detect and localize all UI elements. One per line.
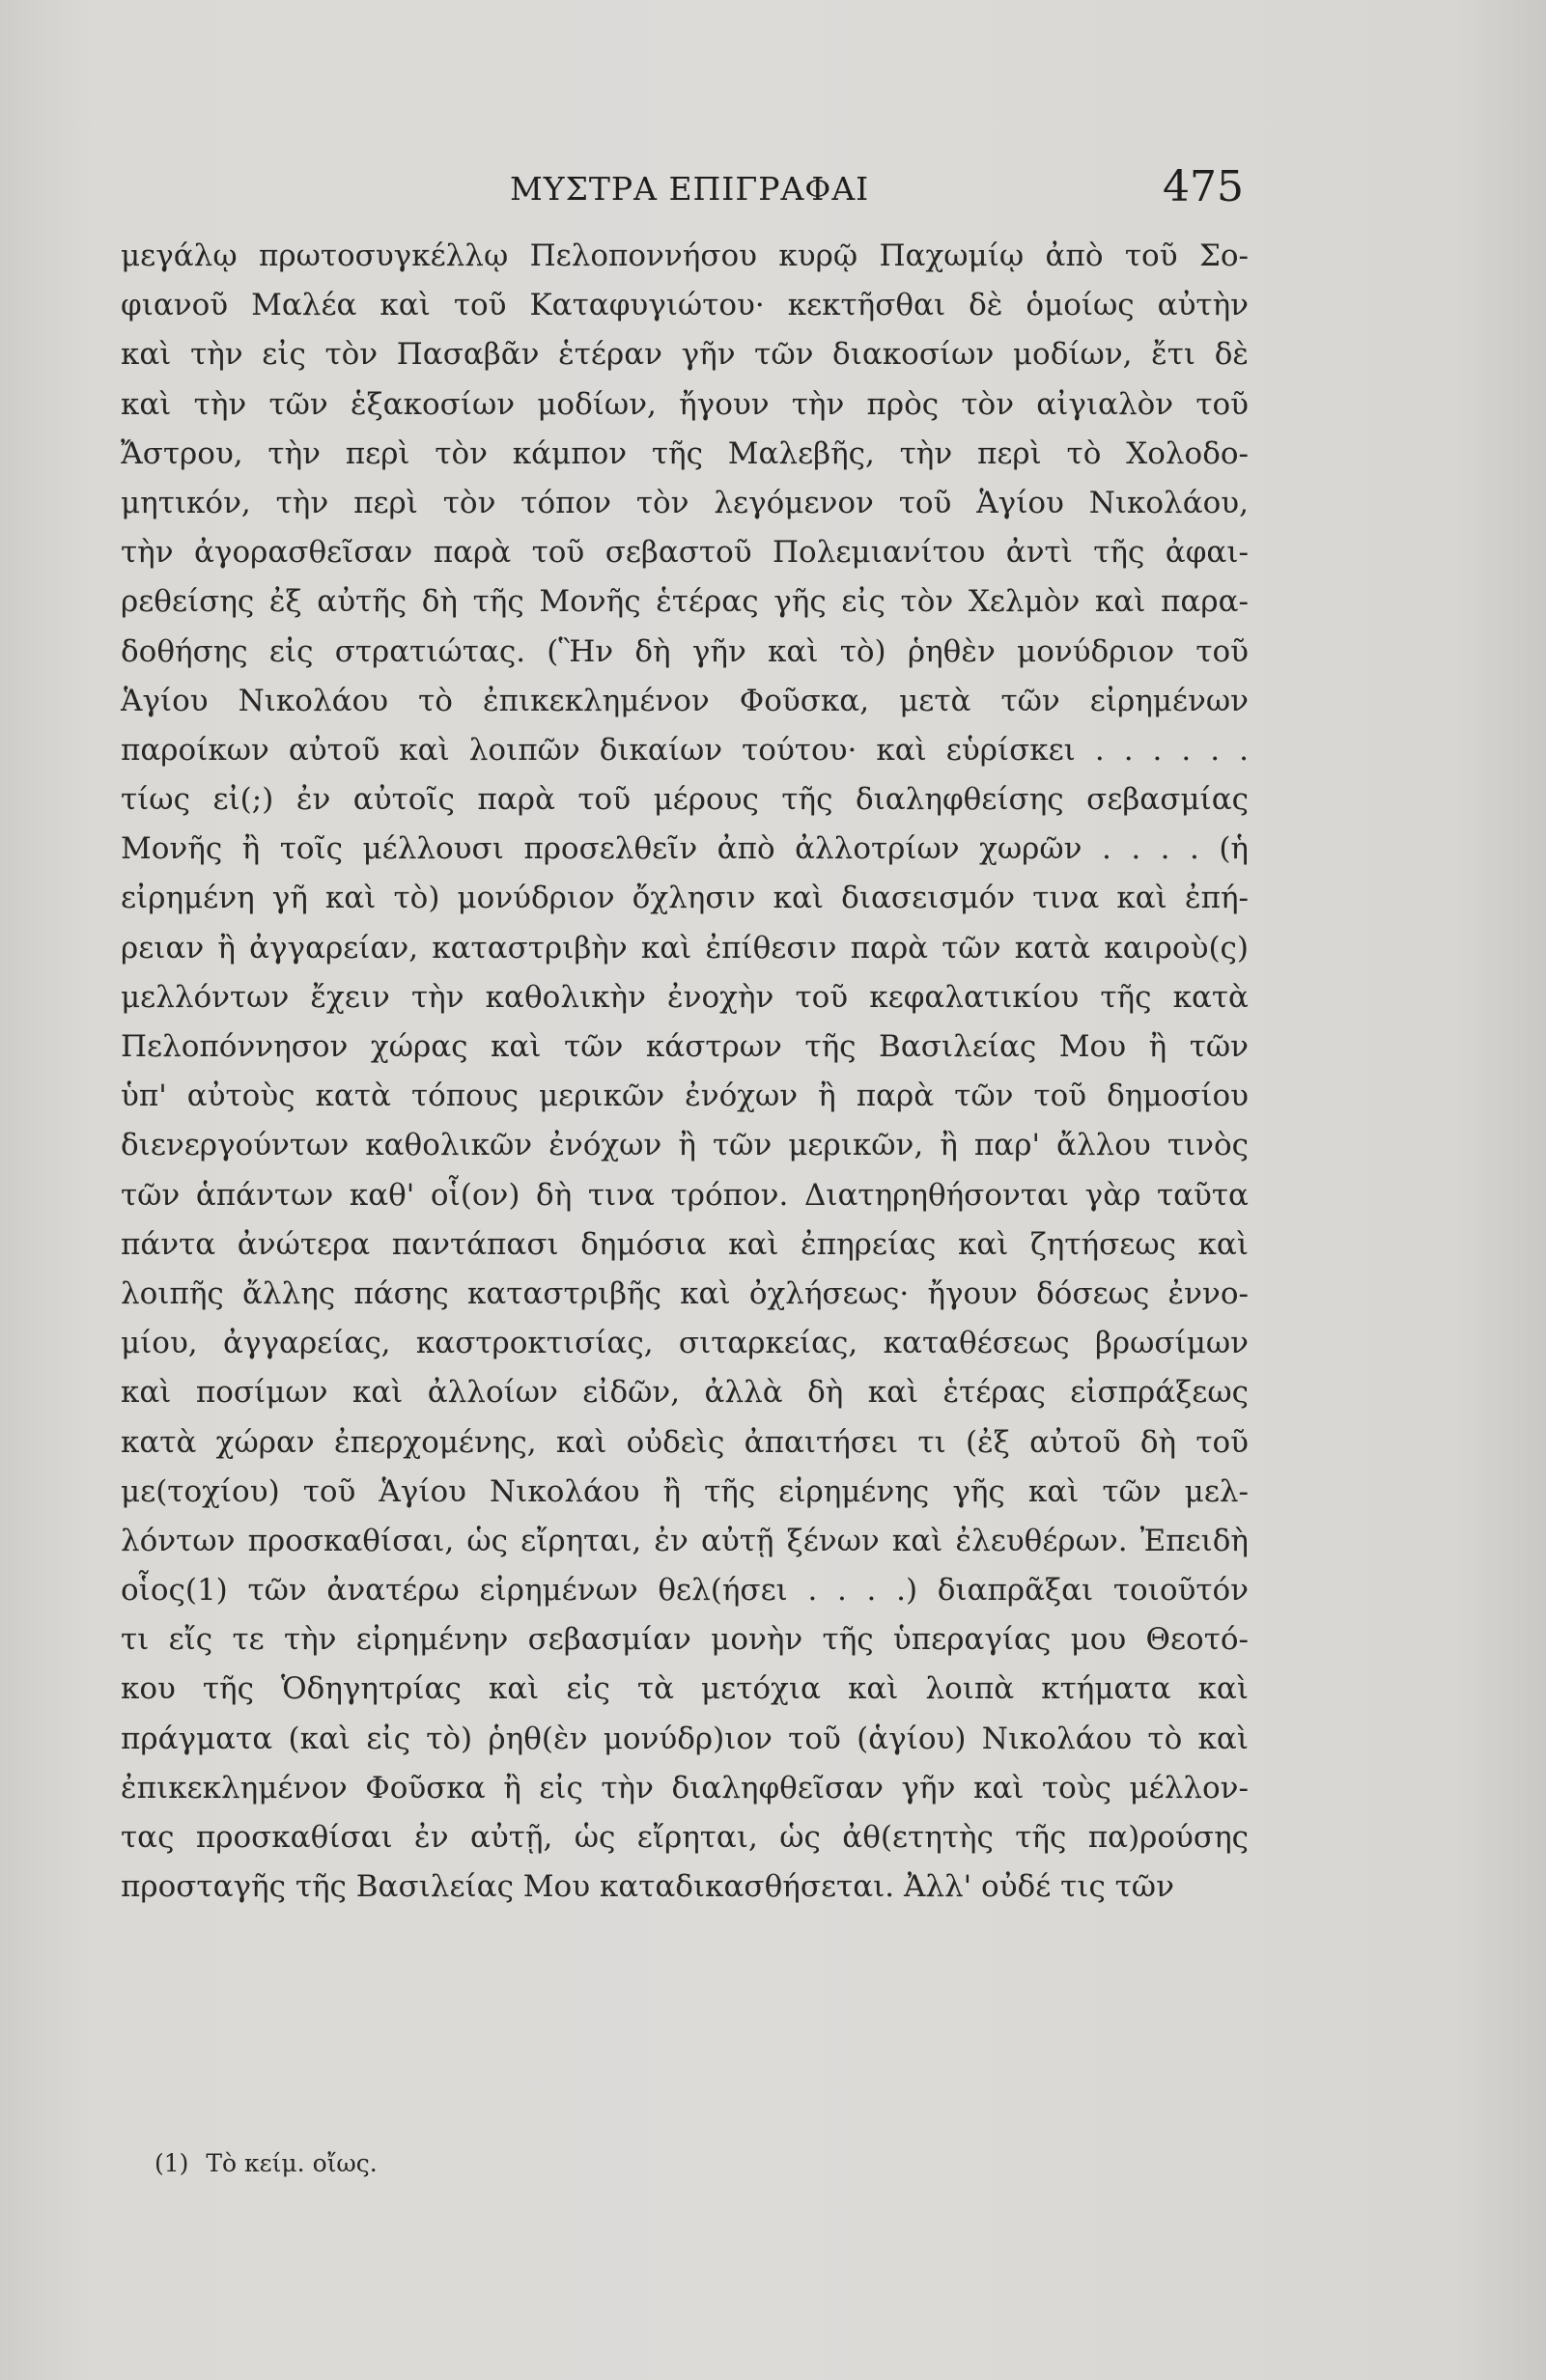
text-line: παροίκων αὐτοῦ καὶ λοιπῶν δικαίων τούτου· καὶ εὑρίσκει . . . . . . [121,732,1249,768]
text-line: ρεθείσης ἐξ αὐτῆς δὴ τῆς Μονῆς ἑτέρας γῆς εἰς τὸν Χελμὸν καὶ παρα- [121,584,1249,620]
text-line: προσταγῆς τῆς Βασιλείας Μου καταδικασθήσεται. Ἀλλ' οὐδέ τις τῶν [121,1869,1174,1905]
text-line: με(τοχίου) τοῦ Ἁγίου Νικολάου ἢ τῆς εἰρημένης γῆς καὶ τῶν μελ- [121,1473,1249,1509]
text-line: δοθήσης εἰς στρατιώτας. (Ἣν δὴ γῆν καὶ τὸ) ῥηθὲν μονύδριον τοῦ [121,633,1249,669]
text-line: καὶ τὴν τῶν ἑξακοσίων μοδίων, ἤγουν τὴν πρὸς τὸν αἰγιαλὸν τοῦ [121,386,1249,422]
text-line: καὶ τὴν εἰς τὸν Πασαβᾶν ἑτέραν γῆν τῶν διακοσίων μοδίων, ἔτι δὲ [121,337,1249,373]
text-line: μελλόντων ἔχειν τὴν καθολικὴν ἐνοχὴν τοῦ κεφαλατικίου τῆς κατὰ [121,979,1249,1015]
text-line: τὴν ἀγορασθεῖσαν παρὰ τοῦ σεβαστοῦ Πολεμιανίτου ἀντὶ τῆς ἀφαι- [121,535,1249,571]
text-line: καὶ ποσίμων καὶ ἀλλοίων εἰδῶν, ἀλλὰ δὴ καὶ ἑτέρας εἰσπράξεως [121,1375,1249,1411]
text-line: οἷος(1) τῶν ἀνατέρω εἰρημένων θελ(ήσει . . . .) διαπρᾶξαι τοιοῦτόν [121,1573,1249,1609]
text-line: κου τῆς Ὁδηγητρίας καὶ εἰς τὰ μετόχια καὶ λοιπὰ κτήματα καὶ [121,1671,1249,1707]
text-line: διενεργούντων καθολικῶν ἐνόχων ἢ τῶν μερικῶν, ἢ παρ' ἄλλου τινὸς [121,1128,1249,1163]
text-line: τῶν ἁπάντων καθ' οἷ(ον) δὴ τινα τρόπον. Διατηρηθήσονται γὰρ ταῦτα [121,1177,1249,1213]
text-line: Πελοπόννησον χώρας καὶ τῶν κάστρων τῆς Βασιλείας Μου ἢ τῶν [121,1029,1249,1064]
text-line: τίως εἰ(;) ἐν αὐτοῖς παρὰ τοῦ μέρους τῆς διαληφθείσης σεβασμίας [121,782,1249,818]
text-line: τας προσκαθίσαι ἐν αὐτῇ, ὡς εἴρηται, ὡς ἀθ(ετητὴς τῆς πα)ρούσης [121,1820,1249,1855]
text-line: ὑπ' αὐτοὺς κατὰ τόπους μερικῶν ἐνόχων ἢ παρὰ τῶν τοῦ δημοσίου [121,1078,1249,1114]
text-line: κατὰ χώραν ἐπερχομένης, καὶ οὐδεὶς ἀπαιτήσει τι (ἐξ αὐτοῦ δὴ τοῦ [121,1424,1249,1460]
text-line: λόντων προσκαθίσαι, ὡς εἴρηται, ἐν αὐτῇ ξένων καὶ ἐλευθέρων. Ἐπειδὴ [121,1523,1249,1558]
text-line: Μονῆς ἢ τοῖς μέλλουσι προσελθεῖν ἀπὸ ἀλλοτρίων χωρῶν . . . . (ἡ [121,831,1249,867]
text-line: εἰρημένη γῆ καὶ τὸ) μονύδριον ὄχλησιν καὶ διασεισμόν τινα καὶ ἐπή- [121,881,1249,916]
text-line: φιανοῦ Μαλέα καὶ τοῦ Καταφυγιώτου· κεκτῆσθαι δὲ ὁμοίως αὐτὴν [121,288,1249,323]
running-head: ΜΥΣΤΡΑ ΕΠΙΓΡΑΦΑΙ [510,170,870,208]
text-line: μίου, ἀγγαρείας, καστροκτισίας, σιταρκείας, καταθέσεως βρωσίμων [121,1326,1249,1361]
page-number: 475 [1163,162,1244,211]
text-line: λοιπῆς ἄλλης πάσης καταστριβῆς καὶ ὀχλήσεως· ἤγουν δόσεως ἐννο- [121,1275,1249,1311]
text-line: Ἁγίου Νικολάου τὸ ἐπικεκλημένον Φοῦσκα, μετὰ τῶν εἰρημένων [121,683,1249,718]
text-line: πάντα ἀνώτερα παντάπασι δημόσια καὶ ἐπηρείας καὶ ζητήσεως καὶ [121,1226,1249,1262]
text-line: μητικόν, τὴν περὶ τὸν τόπον τὸν λεγόμενον τοῦ Ἁγίου Νικολάου, [121,485,1249,520]
body-text [121,232,1249,1912]
text-line: μεγάλῳ πρωτοσυγκέλλῳ Πελοποννήσου κυρῷ Παχωμίῳ ἀπὸ τοῦ Σο- [121,238,1249,273]
text-line: τι εἴς τε τὴν εἰρημένην σεβασμίαν μονὴν τῆς ὑπεραγίας μου Θεοτό- [121,1622,1249,1658]
text-line: πράγματα (καὶ εἰς τὸ) ῥηθ(ὲν μονύδρ)ιον τοῦ (ἁγίου) Νικολάου τὸ καὶ [121,1721,1249,1756]
footnote-text: Τὸ κείμ. οἴως. [206,2149,378,2177]
text-line: Ἄστρου, τὴν περὶ τὸν κάμπον τῆς Μαλεβῆς, τὴν περὶ τὸ Χολοδο- [121,435,1249,471]
text-line: ρειαν ἢ ἀγγαρείαν, καταστριβὴν καὶ ἐπίθεσιν παρὰ τῶν κατὰ καιροὺ(ς) [121,930,1249,966]
footnote-marker: (1) [155,2149,189,2177]
page-header [124,162,1244,220]
footnote [155,2149,378,2177]
text-line: ἐπικεκλημένον Φοῦσκα ἢ εἰς τὴν διαληφθεῖσαν γῆν καὶ τοὺς μέλλον- [121,1770,1249,1806]
